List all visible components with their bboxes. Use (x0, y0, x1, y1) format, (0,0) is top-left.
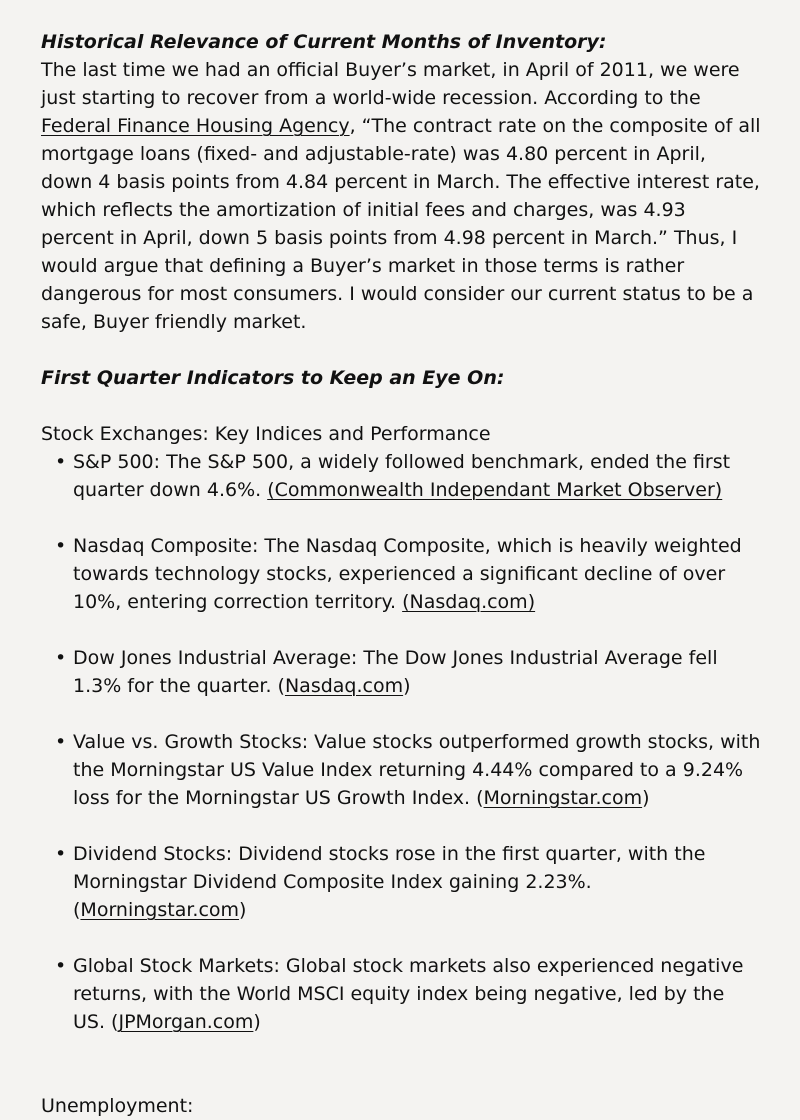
spacer (41, 392, 762, 420)
unemployment-subheading: Unemployment: (41, 1095, 194, 1117)
link-paren: ) (642, 787, 650, 809)
link-paren: ) (403, 675, 411, 697)
list-item (73, 728, 762, 812)
source-link[interactable]: JPMorgan.com (118, 1011, 254, 1033)
source-link[interactable]: Morningstar.com (483, 787, 643, 809)
bullet-text: Global Stock Markets: Global stock markets also experienced negative returns, with the World MSCI equity index being negative, led by the US. (73, 955, 744, 1033)
paragraph-text: , “The contract rate on the composite of all mortgage loans (fixed- and adjustable-rate) was 4.80 percent in April, down 4 basis points from 4.84 percent in March. The effective interest rate, which reflects the amortization of initial fees and charges, was 4.93 percent in April, down 5 basis points from 4.98 percent in March.” Thus, I would argue that defining a Buyer’s market in those terms is rather dangerous for most consumers. I would consider our current status to be a safe, Buyer friendly market. (41, 115, 761, 333)
bullet-text: Dow Jones Industrial Average: The Dow Jones Industrial Average fell 1.3% for the quarter. (73, 647, 718, 697)
paragraph-text: The last time we had an official Buyer’s market, in April of 2011, we were just starting to recover from a world-wide recession. According to the (41, 59, 740, 109)
bullet-text: Nasdaq Composite: The Nasdaq Composite, which is heavily weighted towards technology stocks, experienced a significant decline of over 10%, entering correction territory. (73, 535, 742, 613)
source-link[interactable]: (Nasdaq.com) (402, 591, 536, 613)
bullet-text: Value vs. Growth Stocks: Value stocks outperformed growth stocks, with the Morningstar US Value Index returning 4.44% compared to a 9.24% loss for the Morningstar US Growth Index. (73, 731, 761, 809)
bullet-text: S&P 500: The S&P 500, a widely followed benchmark, ended the first quarter down 4.6%. (73, 451, 731, 501)
link-paren: ( (111, 1011, 119, 1033)
list-item (73, 448, 762, 504)
source-link[interactable]: Nasdaq.com (284, 675, 404, 697)
fhfa-link[interactable]: Federal Finance Housing Agency (41, 115, 350, 137)
list-item (73, 532, 762, 616)
section-heading-inventory: Historical Relevance of Current Months of Inventory: (41, 31, 607, 53)
source-link[interactable]: Morningstar.com (80, 899, 240, 921)
link-paren: ) (239, 899, 247, 921)
spacer (41, 336, 762, 364)
list-item (73, 840, 762, 924)
source-link[interactable]: (Commonwealth Independant Market Observer) (267, 479, 723, 501)
link-paren: ( (73, 899, 81, 921)
link-paren: ( (277, 675, 285, 697)
bullet-text: Dividend Stocks: Dividend stocks rose in the first quarter, with the Morningstar Dividend Composite Index gaining 2.23%. (73, 843, 706, 893)
spacer (41, 1036, 762, 1092)
indicator-list (41, 448, 762, 1036)
inventory-paragraph (41, 56, 762, 336)
section-heading-indicators: First Quarter Indicators to Keep an Eye On: (41, 367, 505, 389)
stock-exchanges-subheading: Stock Exchanges: Key Indices and Performance (41, 423, 491, 445)
list-item (73, 644, 762, 700)
list-item (73, 952, 762, 1036)
link-paren: ( (476, 787, 484, 809)
link-paren: ) (253, 1011, 261, 1033)
